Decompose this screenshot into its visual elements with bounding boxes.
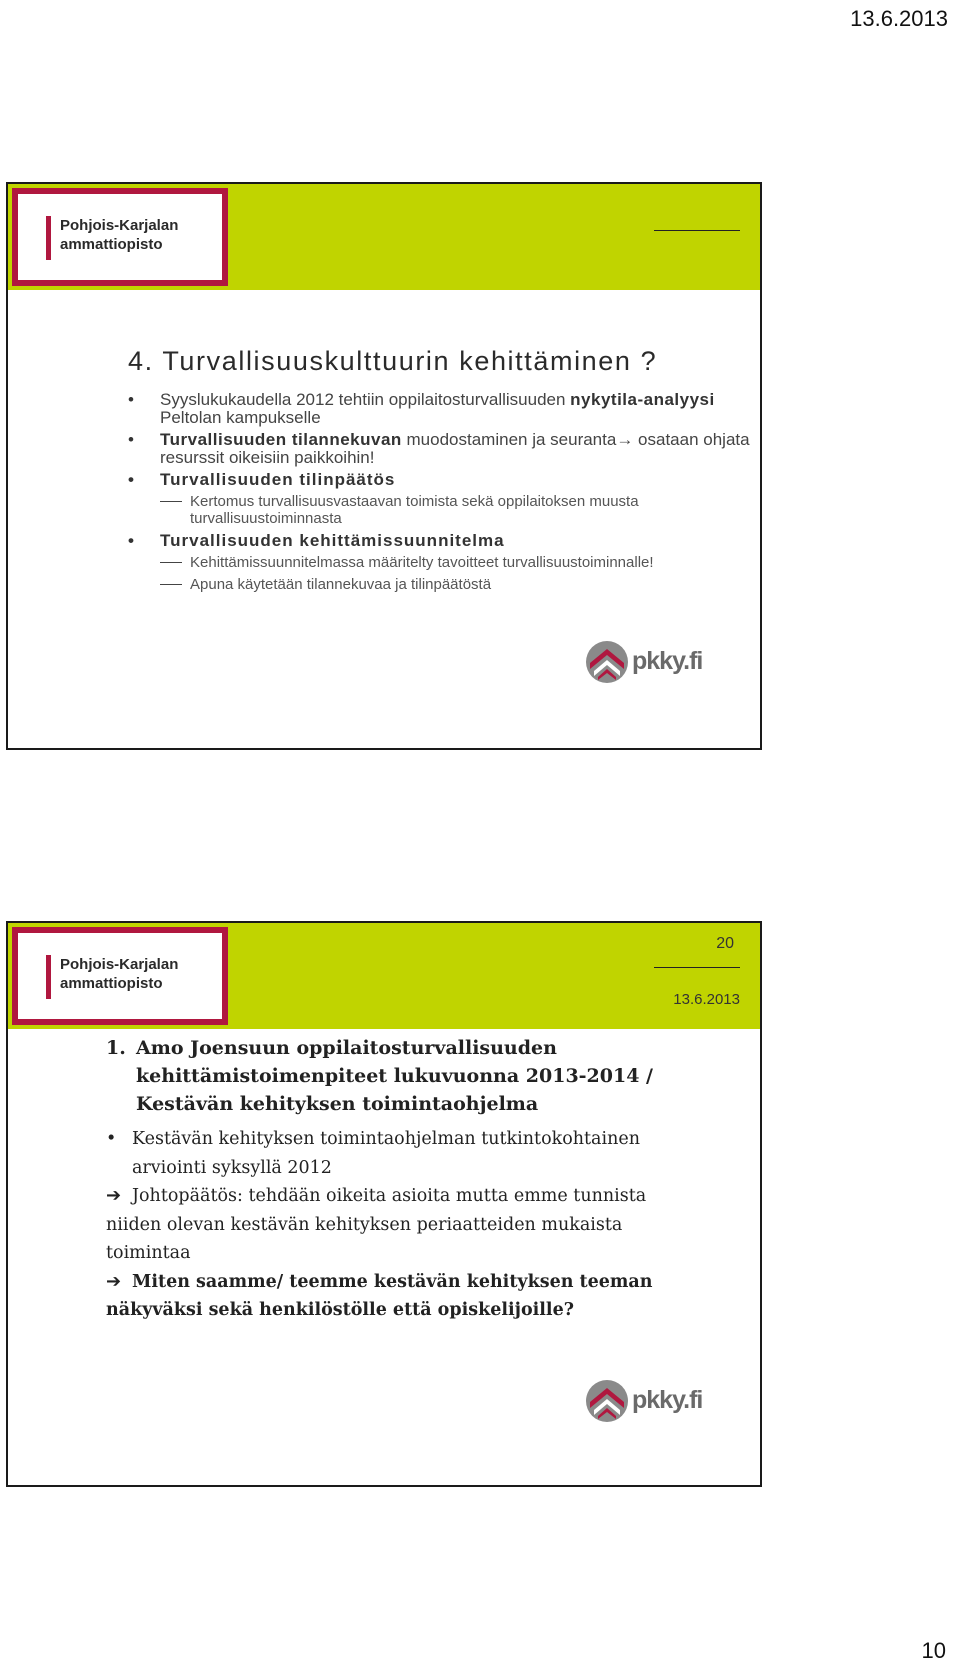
bullet-dot: • [106, 1129, 117, 1149]
pkky-logo [584, 1378, 703, 1428]
sub-item: Apuna käytetään tilannekuvaa ja tilinpäätöstä [128, 576, 758, 593]
header-divider [654, 967, 740, 968]
arrow-right-icon: ➔ [106, 1270, 122, 1292]
slide-title: 4. Turvallisuuskulttuurin kehittäminen ? [128, 346, 658, 376]
bullet-item: • Turvallisuuden tilannekuvan muodostaminen ja seuranta→ osataan ohjata resurssit oikeisiin paikkoihin! [128, 431, 758, 467]
conclusion: ➔ Johtopäätös: tehdään oikeita asioita mutta emme tunnista niiden olevan kestävän kehityksen periaatteiden mukaista toimintaa [106, 1182, 706, 1268]
header-band [8, 184, 760, 290]
logo-line-1: Pohjois-Karjalan [60, 217, 179, 234]
logo-bar [46, 216, 51, 260]
header-band [8, 923, 760, 1029]
pkky-logo [584, 639, 703, 689]
slide-2 [6, 921, 762, 1487]
arrow-right-icon: ➔ [106, 1185, 122, 1206]
section-heading: • Turvallisuuden tilinpäätös [128, 471, 758, 489]
page-date: 13.6.2013 [850, 6, 948, 31]
pkky-website: pkky.fi [632, 1386, 703, 1414]
slide-1 [6, 182, 762, 750]
logo-bar [46, 955, 51, 999]
pkky-website: pkky.fi [632, 647, 703, 675]
page-number: 10 [921, 1638, 946, 1663]
logo-line-2: ammattiopisto [60, 236, 163, 253]
logo-text [60, 216, 178, 254]
school-logo [12, 927, 228, 1025]
header-divider [654, 230, 740, 231]
slide-content [128, 391, 758, 598]
logo-line-2: ammattiopisto [60, 975, 163, 992]
section-heading: • Turvallisuuden kehittämissuunnitelma [128, 532, 758, 550]
school-logo [12, 188, 228, 286]
slide-content [106, 1125, 706, 1325]
sub-item: Kehittämissuunnitelmassa määritelty tavoitteet turvallisuustoiminnalle! [128, 554, 758, 571]
question: ➔ Miten saamme/ teemme kestävän kehityksen teeman näkyväksi sekä henkilöstölle että opiskelijoille? [106, 1268, 706, 1325]
pkky-emblem-icon [584, 639, 630, 685]
logo-text [60, 955, 178, 993]
slide-number: 20 [716, 935, 734, 952]
title-text: Amo Joensuun oppilaitosturvallisuuden kehittämistoimenpiteet lukuvuonna 2013-2014 / Kestävän kehityksen toimintaohjelma [136, 1037, 653, 1115]
slide-title [106, 1034, 706, 1118]
logo-line-1: Pohjois-Karjalan [60, 956, 179, 973]
pkky-emblem-icon [584, 1378, 630, 1424]
bullet-item: • Kestävän kehityksen toimintaohjelman tutkintokohtainen arviointi syksyllä 2012 [106, 1125, 706, 1182]
sub-item: Kertomus turvallisuusvastaavan toimista sekä oppilaitoksen muusta turvallisuustoiminnasta [128, 493, 758, 527]
title-number: 1. [106, 1037, 126, 1059]
slide-date: 13.6.2013 [673, 991, 740, 1008]
bullet-item: • Syyslukukaudella 2012 tehtiin oppilaitosturvallisuuden nykytila-analyysi Peltolan kampukselle [128, 391, 758, 427]
